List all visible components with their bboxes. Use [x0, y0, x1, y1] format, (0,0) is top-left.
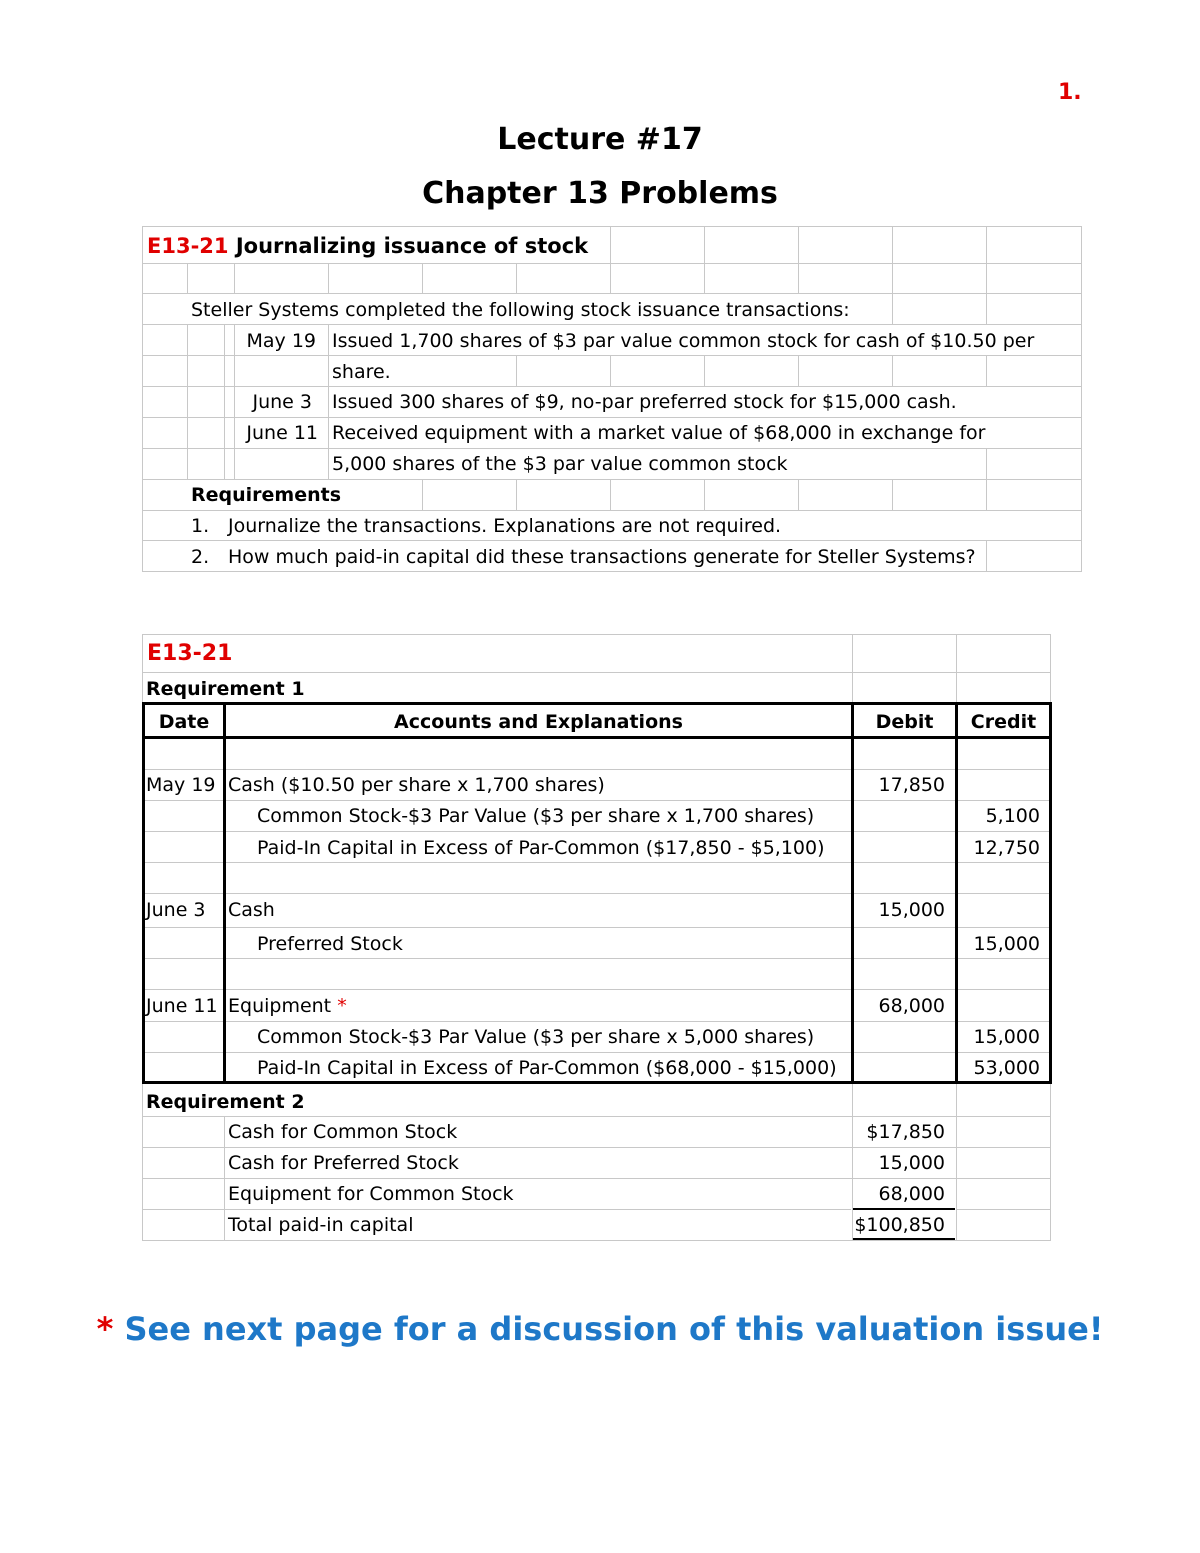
- entry-date: June 11: [146, 995, 218, 1017]
- requirement-number: 1.: [191, 515, 210, 537]
- problem-title: Journalizing issuance of stock: [235, 234, 589, 258]
- summary-value: $17,850: [866, 1121, 945, 1143]
- transaction-text-cont: 5,000 shares of the $3 par value common stock: [332, 453, 788, 475]
- page-subtitle: Chapter 13 Problems: [422, 176, 778, 211]
- entry-account: Common Stock-$3 Par Value ($3 per share x 5,000 shares): [257, 1026, 815, 1048]
- solution-code: E13-21: [147, 641, 233, 666]
- entry-account: Common Stock-$3 Par Value ($3 per share x 1,700 shares): [257, 805, 815, 827]
- requirement-number: 2.: [191, 546, 210, 568]
- summary-label: Equipment for Common Stock: [228, 1183, 514, 1205]
- entry-credit: 5,100: [985, 805, 1040, 827]
- entry-account: Paid-In Capital in Excess of Par-Common ($17,850 - $5,100): [257, 837, 825, 859]
- entry-date: June 3: [146, 899, 206, 921]
- summary-label: Cash for Common Stock: [228, 1121, 458, 1143]
- summary-total-value: $100,850: [854, 1214, 945, 1236]
- transaction-date: June 11: [246, 422, 318, 444]
- entry-account: Cash ($10.50 per share x 1,700 shares): [228, 774, 605, 796]
- problem-intro: Steller Systems completed the following stock issuance transactions:: [191, 299, 850, 321]
- problem-heading: [147, 235, 588, 257]
- requirement-1-label: Requirement 1: [146, 678, 305, 700]
- footer-text: See next page for a discussion of this valuation issue!: [124, 1310, 1104, 1348]
- entry-account: Paid-In Capital in Excess of Par-Common ($68,000 - $15,000): [257, 1057, 837, 1079]
- requirement-text: Journalize the transactions. Explanations are not required.: [228, 515, 782, 537]
- entry-credit: 15,000: [973, 933, 1040, 955]
- entry-account: Equipment: [228, 995, 332, 1017]
- entry-date: May 19: [146, 774, 216, 796]
- header-date: Date: [158, 711, 210, 733]
- problem-code: E13-21: [147, 234, 229, 258]
- footer-asterisk: *: [96, 1310, 114, 1348]
- entry-credit: 12,750: [973, 837, 1040, 859]
- entry-account: Cash: [228, 899, 275, 921]
- page-title: Lecture #17: [497, 122, 703, 157]
- transaction-text: Issued 300 shares of $9, no-par preferred stock for $15,000 cash.: [332, 391, 957, 413]
- footer-note: [0, 1310, 1200, 1348]
- entry-account-line: [228, 995, 347, 1017]
- transaction-text-cont: share.: [332, 361, 391, 383]
- requirement-text: How much paid-in capital did these transactions generate for Steller Systems?: [228, 546, 976, 568]
- page-number: 1.: [1058, 80, 1082, 105]
- entry-debit: 15,000: [878, 899, 945, 921]
- summary-value: 68,000: [878, 1183, 945, 1205]
- summary-label: Cash for Preferred Stock: [228, 1152, 459, 1174]
- transaction-date: May 19: [246, 330, 316, 352]
- header-credit: Credit: [970, 711, 1037, 733]
- entry-debit: 17,850: [878, 774, 945, 796]
- requirement-2-label: Requirement 2: [146, 1091, 305, 1113]
- entry-credit: 53,000: [973, 1057, 1040, 1079]
- transaction-date: June 3: [252, 391, 312, 413]
- entry-credit: 15,000: [973, 1026, 1040, 1048]
- entry-debit: 68,000: [878, 995, 945, 1017]
- transaction-text: Issued 1,700 shares of $3 par value common stock for cash of $10.50 per: [332, 330, 1035, 352]
- header-accounts: Accounts and Explanations: [394, 711, 683, 733]
- asterisk-marker: *: [337, 995, 347, 1017]
- entry-account: Preferred Stock: [257, 933, 403, 955]
- summary-value: 15,000: [878, 1152, 945, 1174]
- requirements-label: Requirements: [191, 484, 342, 506]
- header-debit: Debit: [875, 711, 934, 733]
- summary-total-label: Total paid-in capital: [228, 1214, 414, 1236]
- transaction-text: Received equipment with a market value of $68,000 in exchange for: [332, 422, 986, 444]
